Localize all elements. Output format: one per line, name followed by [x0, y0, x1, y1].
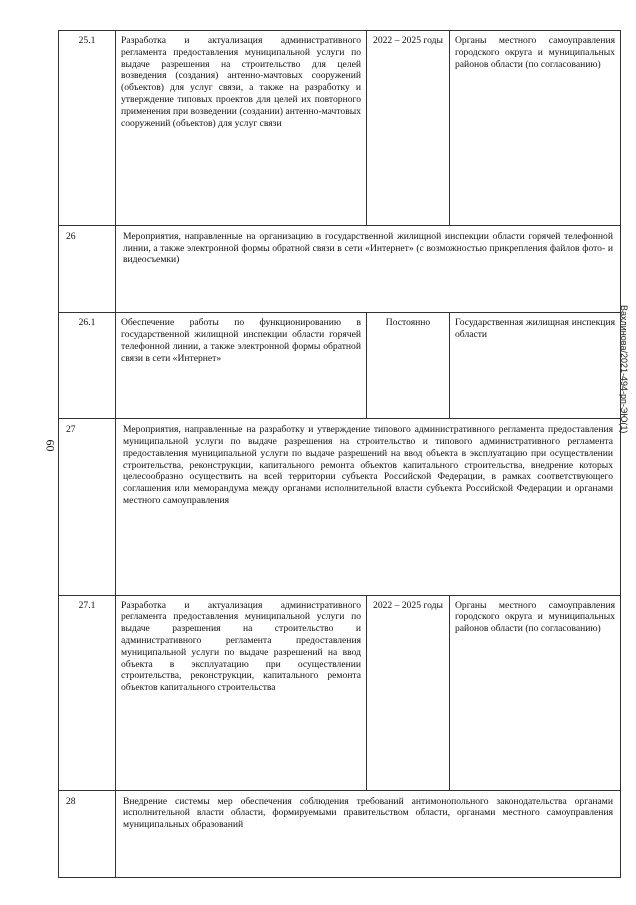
- item-row: [59, 31, 621, 226]
- item-responsible: Органы местного самоуправления городского округа и муниципальных районов области (по согласованию): [450, 31, 621, 226]
- section-row: [59, 225, 621, 312]
- item-responsible: Государственная жилищная инспекция области: [450, 313, 621, 419]
- item-period: Постоянно: [367, 313, 450, 419]
- item-row: [59, 313, 621, 419]
- section-row: [59, 790, 621, 877]
- item-period: 2022 – 2025 годы: [367, 31, 450, 226]
- plan-table: [58, 30, 621, 878]
- item-period: 2022 – 2025 годы: [367, 595, 450, 790]
- section-text: Мероприятия, направленные на организацию в государственной жилищной инспекции области горячей телефонной линии, а также электронной формы обратной связи в сети «Интернет» (с возможностью прикрепления файлов фото- и видеосъемки): [116, 225, 621, 312]
- item-task: Обеспечение работы по функционированию в государственной жилищной инспекции области горячей телефонной линии, а также электронной формы обратной связи в сети «Интернет»: [116, 313, 367, 419]
- plan-table-body: [59, 31, 621, 878]
- item-task: Разработка и актуализация административного регламента предоставления муниципальной услуги по выдаче разрешения на строительство и административного регламента предоставления муниципальной услуги по выдаче разрешений на ввод объекта в эксплуатацию при осуществлении строительства, реконструкции, капитального ремонта объектов капитального строительства: [116, 595, 367, 790]
- item-number: 27.1: [59, 595, 116, 790]
- item-task: Разработка и актуализация административного регламента предоставления муниципальной услуги по выдаче разрешения на строительство для целей возведения (создания) антенно-мачтовых сооружений (объектов) для услуг связи, а также на разработку и утверждение типовых проектов для целей их повторного применения при возведении (создании) антенно-мачтовых сооружений (объектов) для услуг связи: [116, 31, 367, 226]
- section-number: 28: [59, 790, 116, 877]
- section-row: [59, 419, 621, 595]
- section-number: 26: [59, 225, 116, 312]
- page-number: 60: [43, 439, 58, 452]
- item-responsible: Органы местного самоуправления городского округа и муниципальных районов области (по согласованию): [450, 595, 621, 790]
- item-row: [59, 595, 621, 790]
- plan-table-container: [58, 30, 615, 878]
- document-code: Вахлинова/2021-494-рп-ЭЮ(1): [619, 305, 629, 434]
- item-number: 26.1: [59, 313, 116, 419]
- item-number: 25.1: [59, 31, 116, 226]
- section-number: 27: [59, 419, 116, 595]
- section-text: Мероприятия, направленные на разработку и утверждение типового административного регламента предоставления муниципальной услуги по выдаче разрешения на строительство и типового административного регламента предоставления муниципальной услуги по выдаче разрешений на ввод объекта в эксплуатацию при осуществлении строительства, реконструкции, капитального ремонта объектов капитального строительства, внедрение которых целесообразно осуществить на всей территории субъекта Российской Федерации, в рамках соответствующего соглашения или меморандума между органами исполнительной власти субъекта Российской Федерации и органами местного самоуправления: [116, 419, 621, 595]
- section-text: Внедрение системы мер обеспечения соблюдения требований антимонопольного законодательства органами исполнительной власти области, формируемыми правительством области, органами местного самоуправления муниципальных образований: [116, 790, 621, 877]
